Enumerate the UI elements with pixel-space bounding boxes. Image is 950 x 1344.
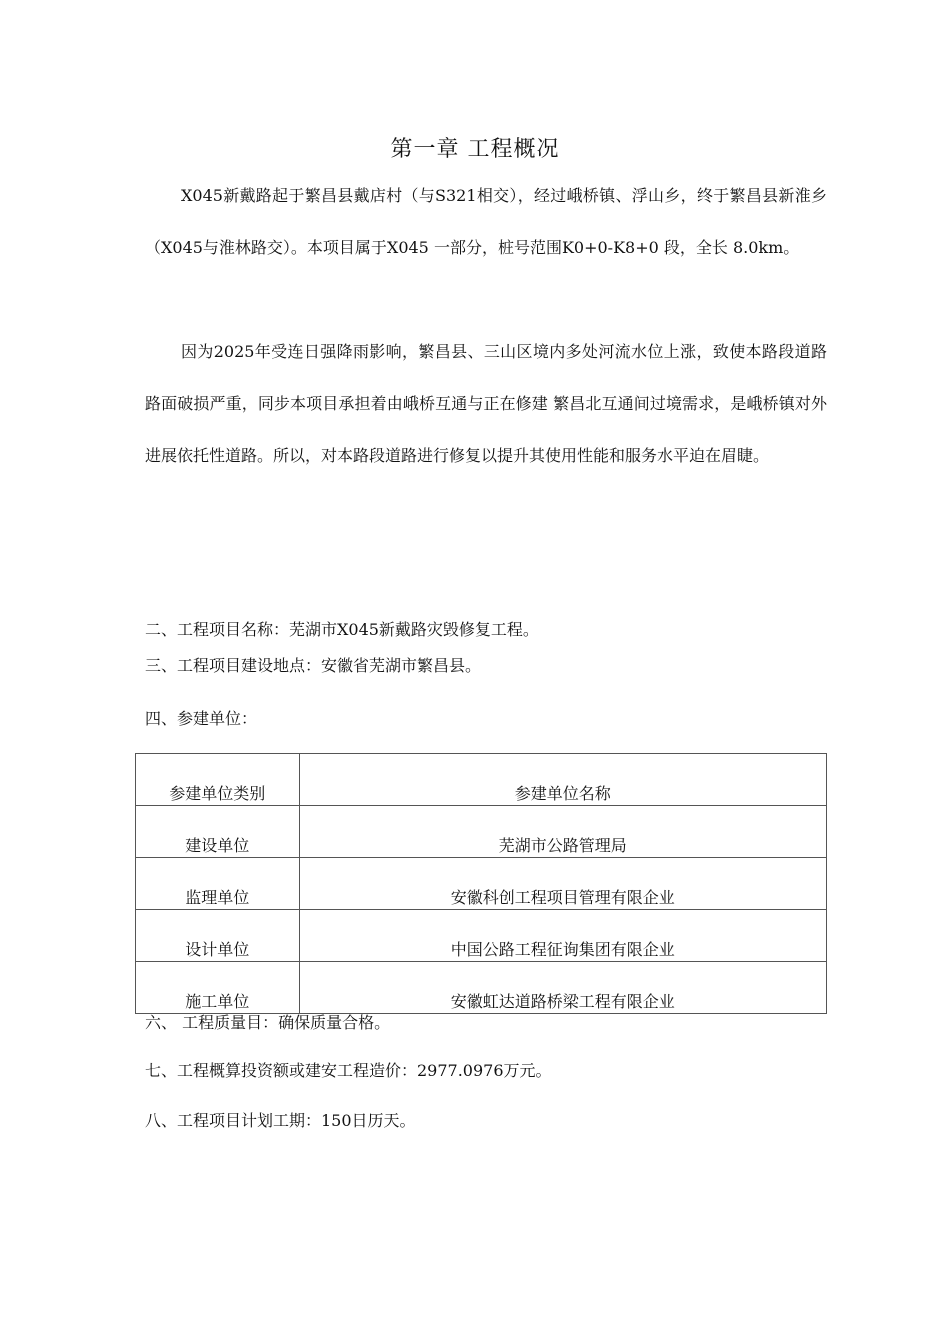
table-row bbox=[136, 806, 827, 858]
budget-item: 七、工程概算投资额或建安工程造价：2977.0976万元。 bbox=[145, 1061, 552, 1080]
table-cell-name: 安徽科创工程项目管理有限企业 bbox=[299, 858, 826, 910]
table-cell-category: 建设单位 bbox=[136, 806, 300, 858]
table-cell-category: 监理单位 bbox=[136, 858, 300, 910]
overview-paragraph-1: X045新戴路起于繁昌县戴店村（与S321相交），经过峨桥镇、浮山乡，终于繁昌县新淮乡（X045与淮林路交）。本项目属于X045 一部分，桩号范围K0+0-K8+0 段，全长 8.0km。 bbox=[145, 186, 827, 257]
project-location-item: 三、工程项目建设地点：安徽省芜湖市繁昌县。 bbox=[145, 656, 482, 675]
participants-heading: 四、参建单位： bbox=[145, 709, 258, 728]
table-header-row bbox=[136, 754, 827, 806]
chapter-title: 第一章 工程概况 bbox=[390, 137, 560, 162]
table-row bbox=[136, 858, 827, 910]
table-cell-category: 施工单位 bbox=[136, 962, 300, 1014]
table-cell-category: 设计单位 bbox=[136, 910, 300, 962]
overview-paragraph-2: 因为2025年受连日强降雨影响，繁昌县、三山区境内多处河流水位上涨，致使本路段道路路面破损严重，同步本项目承担着由峨桥互通与正在修建 繁昌北互通间过境需求，是峨桥镇对外进展依托性道路。所以，对本路段道路进行修复以提升其使用性能和服务水平迫在眉睫。 bbox=[145, 342, 827, 465]
table-row bbox=[136, 962, 827, 1014]
table-header-category: 参建单位类别 bbox=[136, 754, 300, 806]
table-cell-name: 安徽虹达道路桥梁工程有限企业 bbox=[299, 962, 826, 1014]
quality-target-item: 六、 工程质量目：确保质量合格。 bbox=[145, 1013, 391, 1032]
participants-table bbox=[135, 753, 827, 1014]
table-row bbox=[136, 910, 827, 962]
project-name-item: 二、工程项目名称：芜湖市X045新戴路灾毁修复工程。 bbox=[145, 620, 539, 639]
table-cell-name: 芜湖市公路管理局 bbox=[299, 806, 826, 858]
table-cell-name: 中国公路工程征询集团有限企业 bbox=[299, 910, 826, 962]
table-header-name: 参建单位名称 bbox=[299, 754, 826, 806]
schedule-item: 八、工程项目计划工期：150日历天。 bbox=[145, 1111, 416, 1130]
